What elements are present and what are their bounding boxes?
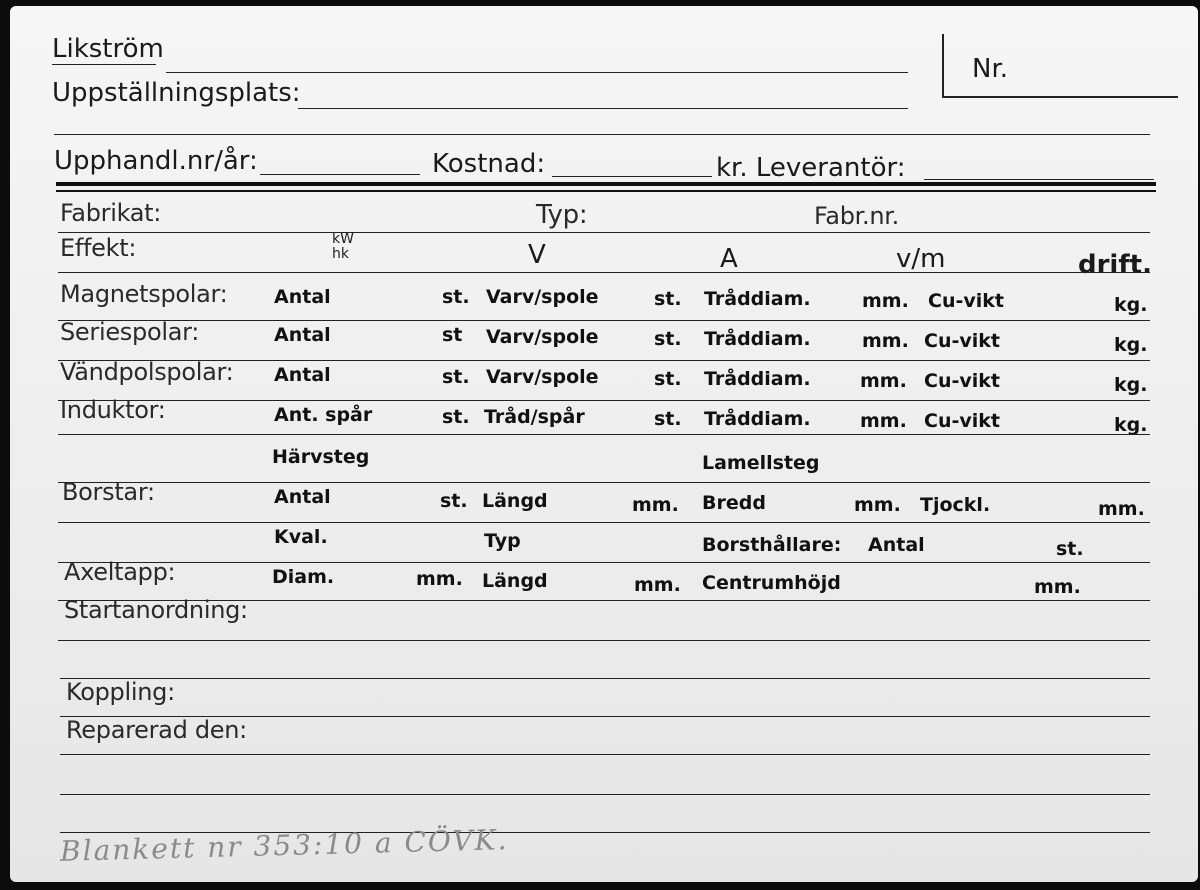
handwritten-form-number: Blankett nr 353:10 a CÖVK. bbox=[59, 823, 509, 868]
axeltapp-label: Axeltapp: bbox=[64, 558, 176, 586]
kostnad-label: Kostnad: bbox=[432, 149, 546, 179]
kw-unit: kW bbox=[332, 231, 354, 247]
magnet-varv-spole: Varv/spole bbox=[486, 286, 599, 308]
magnet-kg: kg. bbox=[1114, 294, 1148, 316]
v-unit: V bbox=[528, 240, 546, 270]
row-line-kval bbox=[58, 562, 1150, 563]
heavy-divider-2 bbox=[56, 190, 1156, 192]
kval-label: Kval. bbox=[274, 526, 328, 548]
seriespolar-label: Seriespolar: bbox=[60, 318, 200, 346]
upphandl-label: Upphandl.nr/år: bbox=[54, 146, 258, 176]
row-line-reparerad-1 bbox=[60, 754, 1150, 755]
axel-centrumhojd: Centrumhöjd bbox=[702, 572, 841, 594]
induktor-trad-spar: Tråd/spår bbox=[484, 406, 585, 428]
vandpolspolar-label: Vändpolspolar: bbox=[60, 358, 234, 386]
vandpol-traddiam: Tråddiam. bbox=[704, 368, 811, 390]
row-line-magnet bbox=[58, 320, 1150, 321]
axel-mm-3: mm. bbox=[1034, 576, 1081, 598]
magnet-st-1: st. bbox=[442, 286, 470, 308]
lamellsteg-label: Lamellsteg bbox=[702, 452, 820, 474]
borstar-st: st. bbox=[440, 490, 468, 512]
row-line-fabrikat bbox=[58, 232, 1150, 233]
koppling-label: Koppling: bbox=[66, 678, 175, 706]
vandpol-st-1: st. bbox=[442, 366, 470, 388]
induktor-st-2: st. bbox=[654, 408, 682, 430]
induktor-cu-vikt: Cu-vikt bbox=[924, 410, 1000, 432]
nr-box-left-border bbox=[942, 34, 944, 96]
serie-kg: kg. bbox=[1114, 334, 1148, 356]
drift-label: drift. bbox=[1078, 250, 1152, 280]
induktor-traddiam: Tråddiam. bbox=[704, 408, 811, 430]
separator-line bbox=[54, 134, 1150, 135]
borsthallare-label: Borsthållare: bbox=[702, 534, 842, 556]
nr-box-bottom-border bbox=[942, 96, 1178, 98]
induktor-kg: kg. bbox=[1114, 414, 1148, 436]
row-line-reparerad-2 bbox=[60, 794, 1150, 795]
borstar-mm-3: mm. bbox=[1098, 498, 1145, 520]
borsthallare-antal: Antal bbox=[868, 534, 925, 556]
likstrom-label: Likström bbox=[52, 34, 164, 64]
axel-langd: Längd bbox=[482, 570, 548, 592]
magnet-traddiam: Tråddiam. bbox=[704, 288, 811, 310]
row-line-harvsteg bbox=[58, 482, 1150, 483]
borstar-tjockl: Tjockl. bbox=[920, 494, 991, 516]
equipment-record-card bbox=[10, 6, 1198, 882]
effekt-label: Effekt: bbox=[60, 234, 137, 262]
uppstallningsplats-label: Uppställningsplats: bbox=[52, 78, 301, 108]
vandpol-mm: mm. bbox=[860, 370, 907, 392]
heavy-divider bbox=[56, 182, 1156, 186]
row-line-induktor bbox=[58, 434, 1150, 435]
likstrom-underline bbox=[52, 64, 156, 65]
serie-varv-spole: Varv/spole bbox=[486, 326, 599, 348]
kval-typ: Typ bbox=[484, 530, 521, 552]
nr-label: Nr. bbox=[972, 54, 1009, 84]
vm-unit: v/m bbox=[896, 244, 946, 274]
vandpol-st-2: st. bbox=[654, 368, 682, 390]
vandpol-kg: kg. bbox=[1114, 374, 1148, 396]
serie-st-2: st. bbox=[654, 328, 682, 350]
harvsteg-label: Härvsteg bbox=[272, 446, 370, 468]
startanordning-label: Startanordning: bbox=[64, 596, 248, 624]
fabrnr-label: Fabr.nr. bbox=[814, 202, 899, 230]
likstrom-field-line[interactable] bbox=[166, 72, 908, 73]
induktor-mm: mm. bbox=[860, 410, 907, 432]
kr-leverantor-label: kr. Leverantör: bbox=[716, 153, 906, 183]
a-unit: A bbox=[720, 244, 738, 274]
magnetspolar-label: Magnetspolar: bbox=[60, 280, 228, 308]
hk-unit: hk bbox=[332, 245, 349, 262]
vandpol-varv-spole: Varv/spole bbox=[486, 366, 599, 388]
vandpol-antal: Antal bbox=[274, 364, 331, 386]
serie-cu-vikt: Cu-vikt bbox=[924, 330, 1000, 352]
fabrikat-label: Fabrikat: bbox=[60, 199, 162, 227]
induktor-label: Induktor: bbox=[60, 396, 166, 424]
serie-st-1: st bbox=[442, 324, 463, 346]
magnet-st-2: st. bbox=[654, 288, 682, 310]
vandpol-cu-vikt: Cu-vikt bbox=[924, 370, 1000, 392]
borstar-mm-1: mm. bbox=[632, 494, 679, 516]
row-line-borstar bbox=[58, 522, 1150, 523]
axel-mm-1: mm. bbox=[416, 568, 463, 590]
serie-mm: mm. bbox=[862, 330, 909, 352]
typ-label: Typ: bbox=[536, 200, 588, 230]
serie-antal: Antal bbox=[274, 324, 331, 346]
axel-diam: Diam. bbox=[272, 566, 335, 588]
borstar-label: Borstar: bbox=[62, 478, 155, 506]
borstar-bredd: Bredd bbox=[702, 492, 766, 514]
row-line-start-2 bbox=[60, 678, 1150, 679]
kostnad-field-line[interactable] bbox=[552, 176, 712, 177]
leverantor-field-line[interactable] bbox=[924, 179, 1154, 180]
axel-mm-2: mm. bbox=[634, 574, 681, 596]
row-line-effekt bbox=[58, 272, 1150, 273]
borstar-langd: Längd bbox=[482, 490, 548, 512]
uppstallningsplats-field-line[interactable] bbox=[298, 108, 908, 109]
induktor-st-1: st. bbox=[442, 406, 470, 428]
induktor-ant-spar: Ant. spår bbox=[274, 404, 373, 426]
borstar-antal: Antal bbox=[274, 486, 331, 508]
row-line-vandpol bbox=[58, 400, 1150, 401]
serie-traddiam: Tråddiam. bbox=[704, 328, 811, 350]
kw-hk-unit bbox=[332, 232, 354, 261]
reparerad-label: Reparerad den: bbox=[66, 716, 247, 744]
borsthallare-st: st. bbox=[1056, 538, 1084, 560]
upphandl-field-line[interactable] bbox=[260, 174, 420, 175]
borstar-mm-2: mm. bbox=[854, 494, 901, 516]
magnet-mm: mm. bbox=[862, 290, 909, 312]
row-line-start-1 bbox=[58, 640, 1150, 641]
magnet-cu-vikt: Cu-vikt bbox=[928, 290, 1004, 312]
magnet-antal: Antal bbox=[274, 286, 331, 308]
